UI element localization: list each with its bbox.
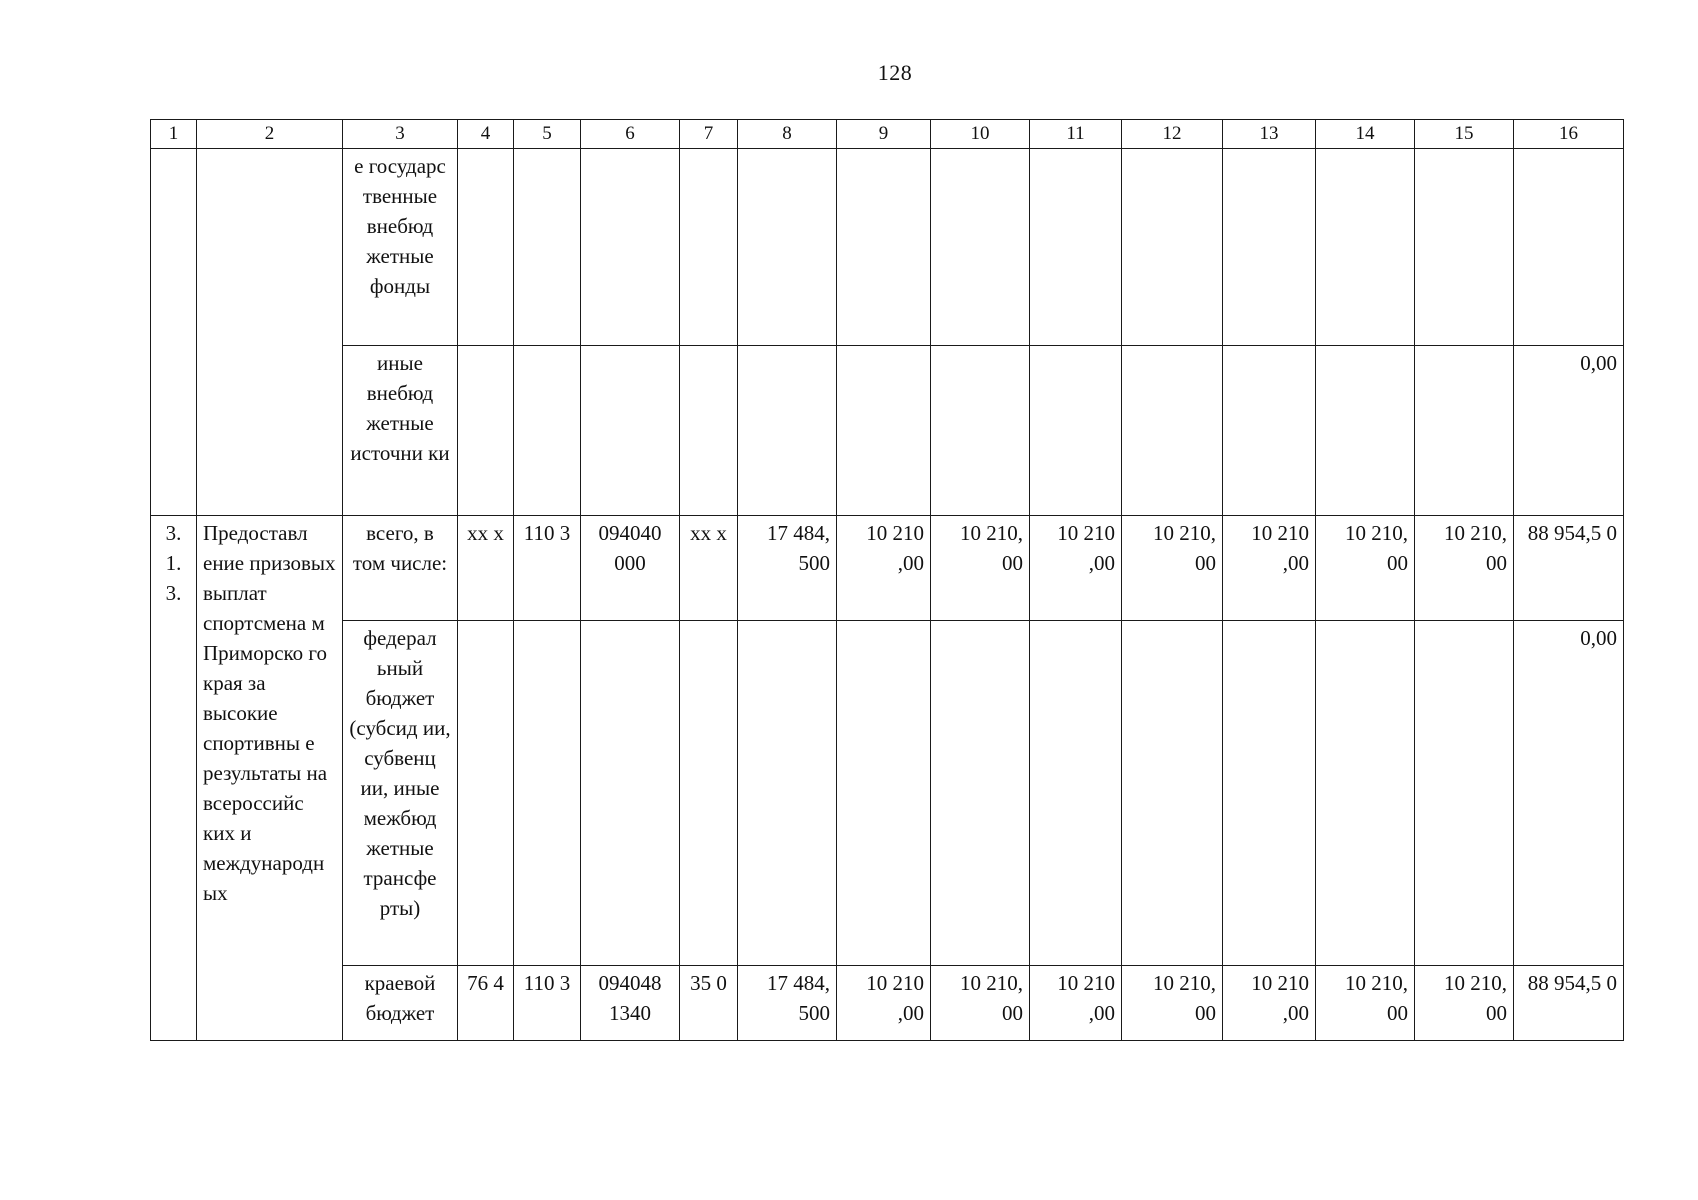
header-cell: 7 xyxy=(680,120,738,149)
header-cell: 14 xyxy=(1316,120,1415,149)
row-number-cell: 3. 1. 3. xyxy=(151,516,197,1041)
value-cell: 0,00 xyxy=(1514,621,1624,966)
value-cell xyxy=(458,149,514,346)
value-cell: 88 954,5 0 xyxy=(1514,516,1624,621)
value-cell: 10 210, 00 xyxy=(1122,516,1223,621)
value-cell: хх х xyxy=(680,516,738,621)
table-header-row xyxy=(151,120,1624,149)
header-cell: 8 xyxy=(738,120,837,149)
header-cell: 4 xyxy=(458,120,514,149)
funding-source-cell: федерал ьный бюджет (субсид ии, субвенц ии, иные межбюд жетные трансфе рты) xyxy=(343,621,458,966)
value-cell: 10 210 ,00 xyxy=(837,966,931,1041)
value-cell xyxy=(1415,149,1514,346)
header-cell: 9 xyxy=(837,120,931,149)
value-cell xyxy=(1223,149,1316,346)
value-cell xyxy=(1415,621,1514,966)
value-cell xyxy=(1514,149,1624,346)
value-cell: хх х xyxy=(458,516,514,621)
funding-source-cell: всего, в том числе: xyxy=(343,516,458,621)
value-cell: 10 210 ,00 xyxy=(1223,516,1316,621)
value-cell xyxy=(837,621,931,966)
value-cell: 10 210, 00 xyxy=(1316,966,1415,1041)
value-cell: 88 954,5 0 xyxy=(1514,966,1624,1041)
value-cell: 35 0 xyxy=(680,966,738,1041)
value-cell xyxy=(931,346,1030,516)
funding-source-cell: иные внебюд жетные источни ки xyxy=(343,346,458,516)
row-name-cell-empty xyxy=(197,149,343,516)
value-cell xyxy=(931,621,1030,966)
value-cell xyxy=(1030,621,1122,966)
value-cell xyxy=(837,149,931,346)
header-cell: 3 xyxy=(343,120,458,149)
value-cell: 76 4 xyxy=(458,966,514,1041)
value-cell xyxy=(738,346,837,516)
value-cell xyxy=(738,149,837,346)
value-cell: 10 210 ,00 xyxy=(1030,516,1122,621)
value-cell: 110 3 xyxy=(514,966,581,1041)
value-cell xyxy=(581,346,680,516)
value-cell: 094048 1340 xyxy=(581,966,680,1041)
table-row-gov-funds xyxy=(151,149,1624,346)
header-cell: 15 xyxy=(1415,120,1514,149)
row-number-cell-empty xyxy=(151,149,197,516)
value-cell: 10 210, 00 xyxy=(1415,966,1514,1041)
funding-source-cell: е государс твенные внебюд жетные фонды xyxy=(343,149,458,346)
value-cell xyxy=(837,346,931,516)
budget-table xyxy=(150,119,1624,1041)
table-row-total xyxy=(151,516,1624,621)
value-cell xyxy=(931,149,1030,346)
table-row-regional xyxy=(151,966,1624,1041)
value-cell xyxy=(1223,346,1316,516)
header-cell: 12 xyxy=(1122,120,1223,149)
header-cell: 16 xyxy=(1514,120,1624,149)
funding-source-cell: краевой бюджет xyxy=(343,966,458,1041)
header-cell: 6 xyxy=(581,120,680,149)
value-cell xyxy=(1030,149,1122,346)
value-cell xyxy=(1122,346,1223,516)
value-cell: 10 210, 00 xyxy=(1316,516,1415,621)
value-cell xyxy=(1030,346,1122,516)
header-cell: 11 xyxy=(1030,120,1122,149)
header-cell: 13 xyxy=(1223,120,1316,149)
value-cell: 17 484, 500 xyxy=(738,516,837,621)
header-cell: 1 xyxy=(151,120,197,149)
table-row-other-sources xyxy=(151,346,1624,516)
value-cell: 10 210 ,00 xyxy=(1030,966,1122,1041)
value-cell xyxy=(1223,621,1316,966)
value-cell: 10 210, 00 xyxy=(931,516,1030,621)
value-cell xyxy=(458,346,514,516)
value-cell: 10 210, 00 xyxy=(931,966,1030,1041)
value-cell: 10 210, 00 xyxy=(1415,516,1514,621)
value-cell xyxy=(514,149,581,346)
value-cell xyxy=(1316,621,1415,966)
value-cell xyxy=(680,346,738,516)
value-cell: 17 484, 500 xyxy=(738,966,837,1041)
value-cell xyxy=(1122,621,1223,966)
value-cell xyxy=(458,621,514,966)
header-cell: 5 xyxy=(514,120,581,149)
page-number: 128 xyxy=(877,60,913,85)
value-cell xyxy=(581,149,680,346)
value-cell xyxy=(514,346,581,516)
header-cell: 10 xyxy=(931,120,1030,149)
value-cell: 10 210 ,00 xyxy=(837,516,931,621)
value-cell: 0,00 xyxy=(1514,346,1624,516)
value-cell: 10 210, 00 xyxy=(1122,966,1223,1041)
value-cell: 10 210 ,00 xyxy=(1223,966,1316,1041)
value-cell xyxy=(680,621,738,966)
value-cell xyxy=(680,149,738,346)
value-cell xyxy=(581,621,680,966)
value-cell xyxy=(1415,346,1514,516)
value-cell: 094040 000 xyxy=(581,516,680,621)
header-cell: 2 xyxy=(197,120,343,149)
row-name-cell: Предоставл ение призовых выплат спортсмена м Приморско го края за высокие спортивны е результаты на всероссийс ких и международных xyxy=(197,516,343,1041)
value-cell xyxy=(1316,346,1415,516)
value-cell xyxy=(738,621,837,966)
value-cell xyxy=(1122,149,1223,346)
table-row-federal xyxy=(151,621,1624,966)
value-cell xyxy=(1316,149,1415,346)
value-cell xyxy=(514,621,581,966)
value-cell: 110 3 xyxy=(514,516,581,621)
